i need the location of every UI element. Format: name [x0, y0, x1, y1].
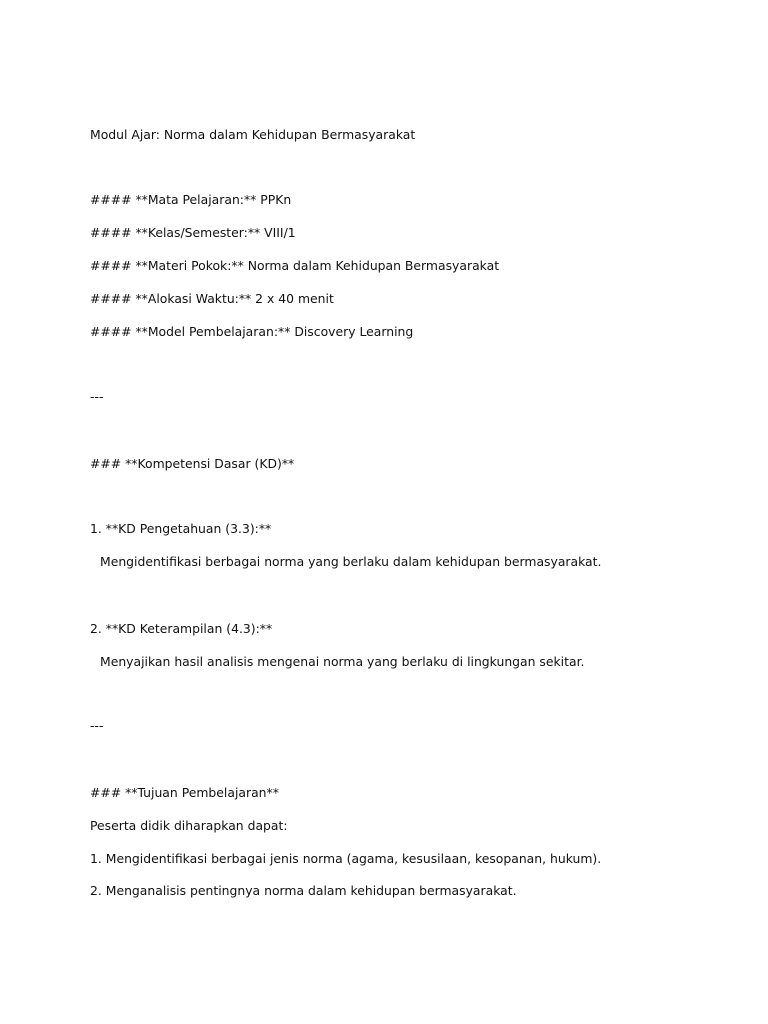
- document-title: Modul Ajar: Norma dalam Kehidupan Bermasyarakat: [90, 127, 416, 142]
- tujuan-heading: ### **Tujuan Pembelajaran**: [90, 785, 279, 800]
- kd-item-2-text: Menyajikan hasil analisis mengenai norma yang berlaku di lingkungan sekitar.: [100, 654, 585, 669]
- tujuan-intro: Peserta didik diharapkan dapat:: [90, 818, 288, 833]
- meta-time-allocation: #### **Alokasi Waktu:** 2 x 40 menit: [90, 291, 334, 306]
- meta-subject: #### **Mata Pelajaran:** PPKn: [90, 192, 292, 207]
- meta-main-material: #### **Materi Pokok:** Norma dalam Kehidupan Bermasyarakat: [90, 258, 500, 273]
- tujuan-item-2: 2. Menganalisis pentingnya norma dalam kehidupan bermasyarakat.: [90, 883, 517, 898]
- kd-item-1-text: Mengidentifikasi berbagai norma yang berlaku dalam kehidupan bermasyarakat.: [100, 554, 602, 569]
- kd-heading: ### **Kompetensi Dasar (KD)**: [90, 456, 295, 471]
- meta-class-semester: #### **Kelas/Semester:** VIII/1: [90, 225, 296, 240]
- meta-learning-model: #### **Model Pembelajaran:** Discovery Learning: [90, 324, 414, 339]
- divider-2: ---: [90, 718, 104, 733]
- kd-item-2-label: 2. **KD Keterampilan (4.3):**: [90, 621, 273, 636]
- kd-item-1-label: 1. **KD Pengetahuan (3.3):**: [90, 521, 272, 536]
- tujuan-item-1: 1. Mengidentifikasi berbagai jenis norma (agama, kesusilaan, kesopanan, hukum).: [90, 851, 602, 866]
- divider-1: ---: [90, 389, 104, 404]
